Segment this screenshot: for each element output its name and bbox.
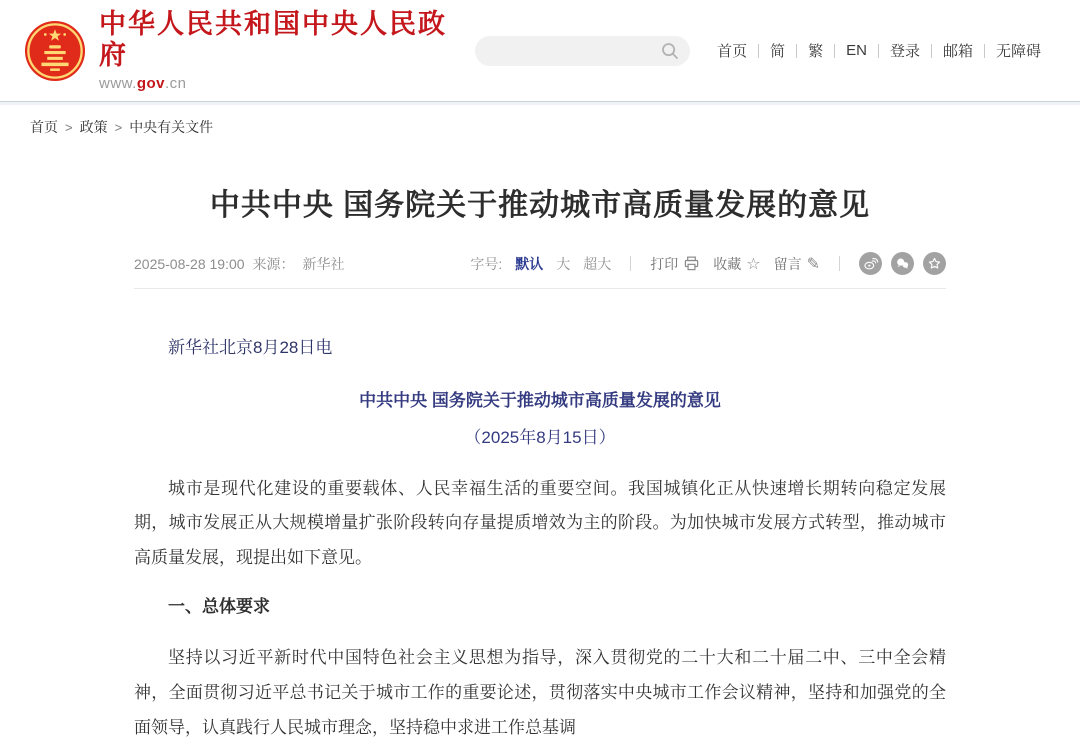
byline: 新华社北京8月28日电 xyxy=(168,338,333,357)
comment-button[interactable] xyxy=(774,254,820,274)
brand-text xyxy=(99,9,475,92)
article-meta-left xyxy=(134,254,345,274)
breadcrumb-separator: > xyxy=(65,119,73,135)
breadcrumb-separator: > xyxy=(114,119,123,135)
site-brand[interactable] xyxy=(24,9,475,92)
national-emblem-icon xyxy=(24,20,86,82)
print-button[interactable] xyxy=(650,254,700,274)
site-url xyxy=(99,75,475,92)
fontsize-xlarge-button[interactable]: 超大 xyxy=(583,255,612,272)
nav-traditional[interactable]: 繁 xyxy=(808,43,824,60)
breadcrumb-policy[interactable]: 政策 xyxy=(79,119,108,135)
share-qzone-button[interactable] xyxy=(923,252,946,275)
top-nav xyxy=(706,40,1052,61)
print-label: 打印 xyxy=(650,255,679,272)
nav-english[interactable]: EN xyxy=(846,42,867,59)
breadcrumb-central-documents[interactable]: 中央有关文件 xyxy=(129,119,214,135)
share-buttons xyxy=(859,252,946,275)
site-title: 中华人民共和国中央人民政府 xyxy=(99,8,447,70)
search-input[interactable] xyxy=(491,43,660,59)
section-heading: 一、总体要求 xyxy=(168,597,270,617)
nav-accessibility[interactable]: 无障碍 xyxy=(995,43,1041,60)
url-gov: gov xyxy=(136,75,166,93)
paragraph: 城市是现代化建设的重要载体、人民幸福生活的重要空间。我国城镇化正从快速增长期转向稳定发展期，城市发展正从大规模增量扩张阶段转向存量提质增效为主的阶段。为加快城市发展方式转型，推动城市高质量发展，现提出如下意见。 xyxy=(134,478,946,568)
favorite-label: 收藏 xyxy=(713,255,742,272)
document-date: （2025年8月15日） xyxy=(464,427,616,447)
document-title: 中共中央 国务院关于推动城市高质量发展的意见 xyxy=(359,390,721,410)
pencil-icon: ✎ xyxy=(806,255,820,273)
printer-icon xyxy=(683,255,700,272)
article-body xyxy=(134,331,946,745)
nav-simplified[interactable]: 简 xyxy=(770,43,786,60)
nav-login[interactable]: 登录 xyxy=(889,43,920,60)
search-icon[interactable] xyxy=(660,41,680,61)
article-meta-row xyxy=(134,252,946,289)
qzone-star-icon xyxy=(926,255,943,272)
comment-label: 留言 xyxy=(773,255,802,272)
star-icon: ☆ xyxy=(746,255,761,273)
breadcrumb xyxy=(0,102,1080,149)
header-right xyxy=(475,36,1052,66)
source-value[interactable]: 新华社 xyxy=(302,255,345,272)
fontsize-default-button[interactable]: 默认 xyxy=(515,255,544,272)
share-wechat-button[interactable] xyxy=(891,252,914,275)
meta-separator xyxy=(839,256,840,271)
source-label: 来源： xyxy=(252,255,295,272)
weibo-icon xyxy=(862,255,879,272)
wechat-icon xyxy=(894,255,911,272)
breadcrumb-home[interactable]: 首页 xyxy=(30,119,58,135)
nav-home[interactable]: 首页 xyxy=(717,43,748,60)
page-title: 中共中央 国务院关于推动城市高质量发展的意见 xyxy=(209,189,871,222)
search-box[interactable] xyxy=(475,36,690,66)
url-cn: .cn xyxy=(165,75,187,93)
nav-mail[interactable]: 邮箱 xyxy=(942,43,973,60)
paragraph: 坚持以习近平新时代中国特色社会主义思想为指导，深入贯彻党的二十大和二十届二中、三中全会精神，全面贯彻习近平总书记关于城市工作的重要论述，贯彻落实中央城市工作会议精神，坚持和加强党的全面领导，认真践行人民城市理念，坚持稳中求进工作总基调 xyxy=(134,647,946,737)
favorite-button[interactable] xyxy=(713,254,760,274)
site-header xyxy=(0,0,1080,102)
url-www: www. xyxy=(99,75,137,93)
fontsize-large-button[interactable]: 大 xyxy=(556,255,571,272)
fontsize-label: 字号: xyxy=(470,255,503,272)
article-meta-right xyxy=(470,252,946,275)
meta-separator xyxy=(630,256,631,271)
share-weibo-button[interactable] xyxy=(859,252,882,275)
article-container xyxy=(134,180,946,745)
publish-datetime: 2025-08-28 19:00 xyxy=(134,255,245,272)
